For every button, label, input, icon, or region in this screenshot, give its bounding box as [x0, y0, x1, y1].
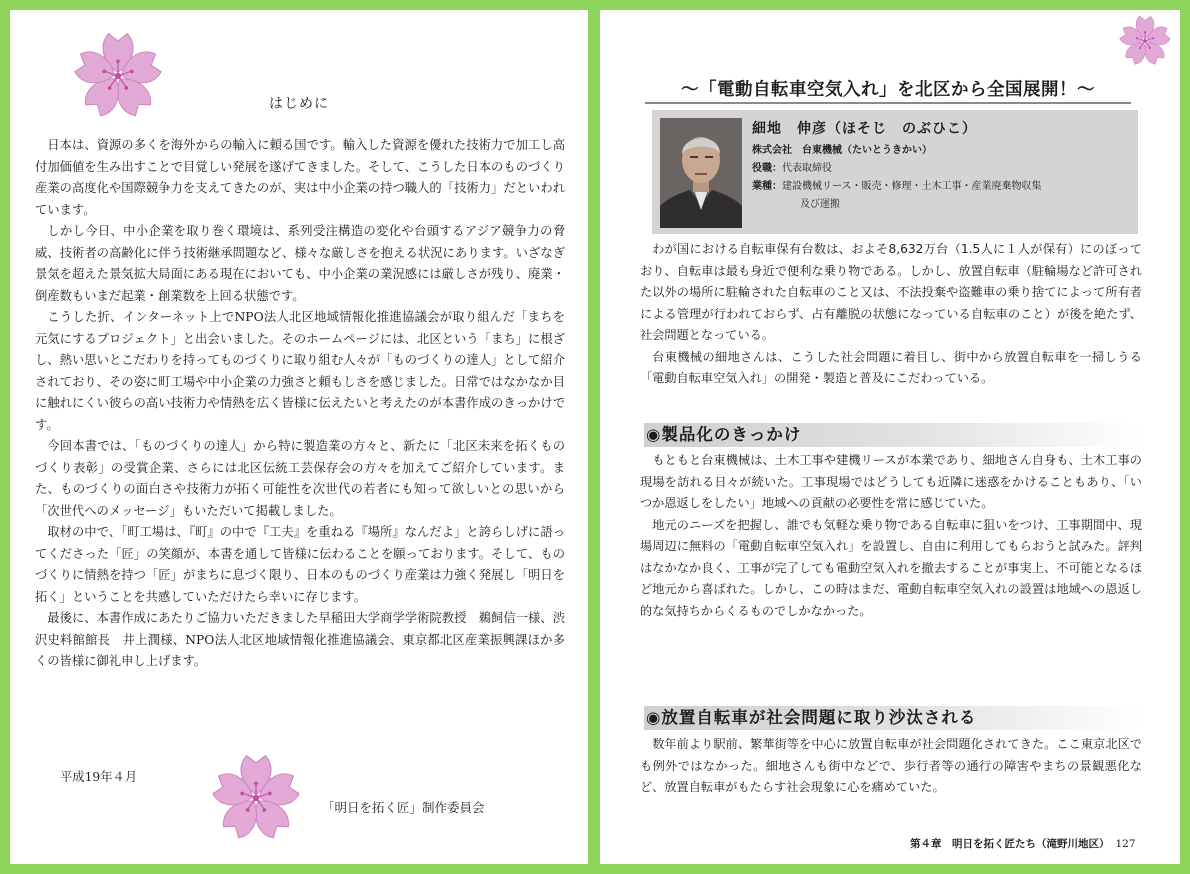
sakura-flower-icon — [1118, 14, 1172, 68]
right-page — [600, 10, 1180, 864]
committee-signature: 「明日を拓く匠」制作委員会 — [322, 800, 485, 815]
profile-role-label: 役職： — [752, 163, 782, 174]
headline-divider — [645, 102, 1131, 104]
preface-paragraph: しかし今日、中小企業を取り巻く環境は、系列受注構造の変化や台頭するアジア競争力の脅威、技術者の高齢化に伴う技術継承問題など、様々な厳しさを抱える状況にあります。いざなぎ景気を超えた景気拡大局面にある現在においても、中小企業の業況感には厳しさが残り、廃業・倒産数もいまだ起業・創業数を上回る状態です。 — [35, 224, 565, 303]
intro-paragraph: 台東機械の細地さんは、こうした社会問題に着目し、街中から放置自転車を一掃しうる「電動自転車空気入れ」の開発・製造と普及にこだわっている。 — [640, 349, 1142, 385]
page-footer — [910, 836, 1160, 851]
section-heading: ◉製品化のきっかけ — [644, 423, 1142, 447]
portrait-photo — [660, 118, 742, 228]
section-body — [640, 450, 1142, 622]
intro-body — [640, 239, 1142, 390]
profile-business: 建設機械リース・販売・修理・土木工事・産業廃棄物収集 — [782, 181, 1042, 192]
preface-paragraph: 日本は、資源の多くを海外からの輸入に頼る国です。輸入した資源を優れた技術力で加工し高付加価値を生み出すことで目覚しい発展を遂げてきました。そして、こうした日本のものづくり産業の高度化や国際競争力を支えてきたのが、実は中小企業の持つ職人的「技術力」だといわれています。 — [35, 138, 565, 217]
section-heading: ◉放置自転車が社会問題に取り沙汰される — [644, 706, 1142, 730]
sakura-flower-icon — [210, 752, 302, 844]
section-body — [640, 734, 1142, 799]
profile-business-continued: 及び運搬 — [800, 199, 840, 210]
date: 平成19年４月 — [60, 770, 138, 784]
profile-role: 代表取締役 — [782, 163, 832, 174]
intro-paragraph: わが国における自転車保有台数は、およそ8,632万台（1.5人に１人が保有）にのぼっており、自転車は最も身近で便利な乗り物である。しかし、放置自転車（駐輪場など許可された以外の場所に駐輪された自転車のこと又は、不法投棄や盗難車の乗り捨てによって所有者による管理が行われておらず、占有離脱の状態になっている自転車のこと）が後を絶たず、社会問題となっている。 — [640, 242, 1142, 342]
page-title: はじめに — [269, 96, 329, 112]
section-paragraph: もともと台東機械は、土木工事や建機リースが本業であり、細地さん自身も、土木工事の現場を訪れる日々が続いた。工事現場ではどうしても近隣に迷惑をかけることもあり、「いつか恩返しをしたい」地域への貢献の必要性を常に感じていた。 — [640, 453, 1142, 510]
article-headline: ～「電動自転車空気入れ」を北区から全国展開！～ — [681, 80, 1095, 100]
profile-name: 細地 伸彦（ほそじ のぶひこ） — [752, 121, 977, 137]
profile-business-label: 業種： — [752, 181, 782, 192]
preface-paragraph: 最後に、本書作成にあたりご協力いただきました早稲田大学商学学術院教授 鵜飼信一様、渋沢史料館館長 井上潤様、NPO法人北区地域情報化推進協議会、東京都北区産業振興課ほか多くの皆様に御礼申し上げます。 — [35, 611, 565, 668]
preface-paragraph: 今回本書では、「ものづくりの達人」から特に製造業の方々と、新たに「北区未来を拓くものづくり表彰」の受賞企業、さらには北区伝統工芸保存会の方々を加えてご紹介しています。また、ものづくりの面白さや技術力が拓く可能性を次世代の若者にも知って欲しいとの思いから「次世代へのメッセージ」もいただいて掲載しました。 — [35, 439, 565, 518]
profile-box — [652, 110, 1138, 234]
page-number: 127 — [1115, 838, 1136, 850]
profile-details — [752, 142, 1134, 214]
chapter-label: 第４章 明日を拓く匠たち（滝野川地区） — [910, 838, 1110, 850]
preface-paragraph: 取材の中で、「町工場は、『町』の中で『工夫』を重ねる『場所』なんだよ」と誇らしげに語ってくださった「匠」の笑顔が、本書を通して皆様に伝わることを願っております。そして、ものづくりに情熱を持つ「匠」がまちに息づく限り、日本のものづくり産業は力強く発展し「明日を拓く」ということを共感していただけたら幸いに存じます。 — [35, 525, 565, 604]
preface-paragraph: こうした折、インターネット上でNPO法人北区地域情報化推進協議会が取り組んだ「まちを元気にするプロジェクト」と出会いました。そのホームページには、北区という「まち」に根ざし、熱い思いとこだわりを持ってものづくりに取り組む人々が「ものづくりの達人」として紹介されており、その姿に町工場や中小企業の力強さと頼もしさを感じました。日常ではなかなか目に触れにくい彼らの高い技術力や情熱を広く皆様に伝えたいと考えたのが本書作成のきっかけです。 — [35, 310, 565, 432]
section-paragraph: 数年前より駅前、繁華街等を中心に放置自転車が社会問題化されてきた。ここ東京北区でも例外ではなかった。細地さんも街中などで、歩行者等の通行の障害やまちの景観悪化など、放置自転車がもたらす社会現象に心を痛めていた。 — [640, 737, 1142, 794]
preface-body — [35, 135, 565, 673]
section-paragraph: 地元のニーズを把握し、誰でも気軽な乗り物である自転車に狙いをつけ、工事期間中、現場周辺に無料の「電動自転車空気入れ」を設置し、自由に利用してもらおうと試みた。評判はなかなか良く、工事が完了しても電動空気入れを撤去することが事実上、不可能となるほど地元から喜ばれた。しかし、この時はまだ、電動自転車空気入れの設置は地域への恩返し的な気持ちからくるものでしかなかった。 — [640, 517, 1142, 618]
left-page — [10, 10, 588, 864]
profile-company: 株式会社 台東機械（たいとうきかい） — [752, 145, 932, 156]
